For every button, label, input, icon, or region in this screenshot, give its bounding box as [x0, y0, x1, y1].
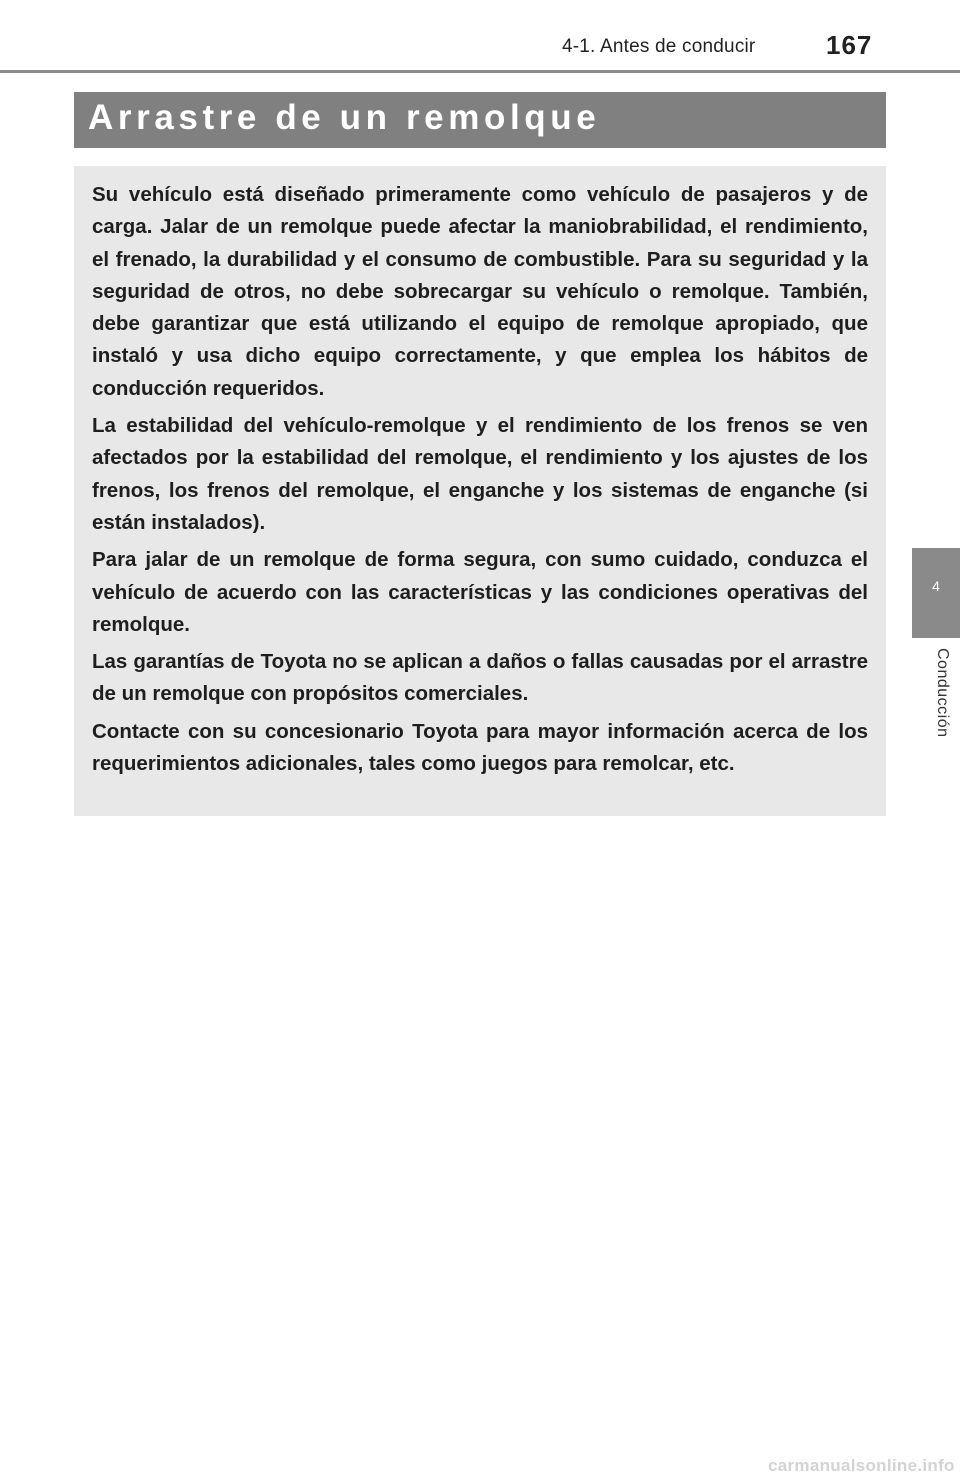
content-box — [74, 166, 886, 816]
paragraph-3: Para jalar de un remolque de forma segura, con sumo cuidado, conduzca el vehículo de acuerdo con las características y las condiciones operativas del remolque. — [92, 548, 868, 636]
header-divider — [0, 70, 960, 73]
page-header — [0, 0, 960, 72]
watermark: carmanualsonline.info — [768, 1456, 955, 1475]
paragraph-5: Contacte con su concesionario Toyota para mayor información acerca de los requerimientos adicionales, tales como juegos para remolcar, etc. — [92, 719, 868, 776]
section-title-bar — [74, 92, 886, 148]
chapter-tab-number: 4 — [932, 578, 940, 594]
paragraph-1: Su vehículo está diseñado primeramente como vehículo de pasajeros y de carga. Jalar de un remolque puede afectar la maniobrabilidad, el rendimiento, el frenado, la durabilidad y el consumo de combustible. Para su seguridad y la seguridad de otros, no debe sobrecargar su vehículo o remolque. También, debe garantizar que está utilizando el equipo de remolque apropiado, que instaló y usa dicho equipo correctamente, y que emplea los hábitos de conducción requeridos. — [92, 183, 868, 400]
section-title: Arrastre de un remolque — [88, 98, 601, 137]
paragraph-2: La estabilidad del vehículo-remolque y el rendimiento de los frenos se ven afectados por la estabilidad del remolque, el rendimiento y los ajustes de los frenos, los frenos del remolque, el enganche y los sistemas de enganche (si están instalados). — [92, 414, 868, 534]
page-number: 167 — [826, 30, 873, 60]
paragraph-4: Las garantías de Toyota no se aplican a daños o fallas causadas por el arrastre de un remolque con propósitos comerciales. — [92, 650, 868, 706]
chapter-tab — [912, 548, 960, 638]
header-section-title: 4-1. Antes de conducir — [562, 36, 756, 57]
chapter-tab-label: Conducción — [934, 648, 951, 738]
